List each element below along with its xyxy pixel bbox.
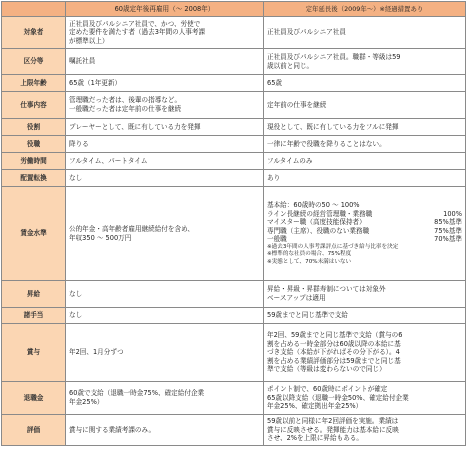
header-row bbox=[2, 2, 466, 17]
wage-line bbox=[267, 235, 462, 244]
table-row bbox=[2, 153, 466, 170]
cell-line: 59歳までと同じ基準で支給 bbox=[267, 311, 348, 320]
after-cell bbox=[264, 17, 466, 49]
row-label: 役割 bbox=[2, 119, 66, 136]
row-label: 区分等 bbox=[2, 49, 66, 75]
wage-line bbox=[267, 218, 462, 227]
row-label: 対象者 bbox=[2, 17, 66, 49]
cell-line: 定年前の仕事を継続 bbox=[267, 100, 327, 109]
cell-line: 65歳以降支給（退職一時金50%、確定給付企業 bbox=[267, 393, 409, 402]
row-label: 労働時間 bbox=[2, 153, 66, 170]
after-cell bbox=[264, 119, 466, 136]
wage-line-text: 一般職 bbox=[267, 235, 287, 244]
cell-line: 昇給・昇級・昇群寿制については対象外 bbox=[267, 285, 386, 294]
cell-line: 降りる bbox=[69, 139, 89, 148]
cell-line: フルタイム、パートタイム bbox=[69, 156, 148, 165]
cell-line: 年2回、59歳までと同じ基準で支給（賞与の6 bbox=[267, 331, 403, 340]
table-row bbox=[2, 281, 466, 308]
after-cell bbox=[264, 187, 466, 281]
cell-line: ※過去3年間の人事考課評点に基づき給与比率を決定 bbox=[267, 243, 399, 250]
cell-line: 60歳で支給（退職一時金75%、確定給付企業 bbox=[69, 389, 205, 398]
after-cell bbox=[264, 281, 466, 308]
header-corner bbox=[2, 2, 66, 17]
cell-line: 現役として、既に有している力をフルに発揮 bbox=[267, 122, 399, 131]
wage-line bbox=[267, 201, 462, 210]
cell-line: 管理職だった者は、後輩の指導など。 bbox=[69, 96, 182, 105]
cell-line: 正社員及びパルシニア社員。職群・等級は59 bbox=[267, 52, 401, 61]
comparison-table bbox=[1, 1, 466, 446]
cell-line: 割を占める一時金部分は60歳以降の本給に基 bbox=[267, 339, 401, 348]
cell-line: 年収350 ～ 500万円 bbox=[69, 233, 132, 242]
row-label: 昇給 bbox=[2, 281, 66, 308]
table-row bbox=[2, 308, 466, 324]
row-label: 諸手当 bbox=[2, 308, 66, 324]
cell-line: プレーヤーとして、既に有している力を発揮 bbox=[69, 122, 201, 131]
header-before: 60歳定年後再雇用（～ 2008年） bbox=[66, 2, 264, 17]
cell-line: 年金25%、確定拠出年金25%） bbox=[267, 402, 363, 411]
after-cell bbox=[264, 308, 466, 324]
before-cell bbox=[66, 75, 264, 92]
before-cell bbox=[66, 415, 264, 446]
table-row bbox=[2, 17, 466, 49]
cell-line: 65歳（1年更新） bbox=[69, 78, 122, 87]
row-label: 配置転換 bbox=[2, 170, 66, 187]
before-cell bbox=[66, 382, 264, 415]
cell-line: 正社員及びパルシニア社員 bbox=[267, 28, 346, 37]
before-cell bbox=[66, 170, 264, 187]
before-cell bbox=[66, 92, 264, 119]
cell-line: ベースアップは適用 bbox=[267, 294, 326, 302]
cell-line: なし bbox=[69, 289, 83, 298]
cell-line: なし bbox=[69, 311, 83, 320]
cell-line: 賞与に関する業績考課のみ。 bbox=[69, 425, 156, 434]
table-row bbox=[2, 75, 466, 92]
table-row bbox=[2, 382, 466, 415]
before-cell bbox=[66, 281, 264, 308]
before-cell bbox=[66, 49, 264, 75]
after-cell bbox=[264, 415, 466, 446]
cell-line: 準で支給（等級は変わらないので同じ） bbox=[267, 365, 386, 374]
table-row bbox=[2, 415, 466, 446]
wage-line-text: ライン長継続の経営管理職・業務職 bbox=[267, 209, 373, 218]
cell-line: 割を占める業績評価部分は59歳までと同じ基 bbox=[267, 356, 401, 365]
before-cell bbox=[66, 119, 264, 136]
table-row bbox=[2, 324, 466, 382]
before-cell bbox=[66, 17, 264, 49]
cell-line: フルタイムのみ bbox=[267, 156, 313, 165]
row-label: 役職 bbox=[2, 136, 66, 153]
row-label: 評価 bbox=[2, 415, 66, 446]
wage-line-rate: 100% bbox=[443, 209, 462, 218]
cell-line: 59歳以前と同様に年2回評価を実施。業績は bbox=[267, 417, 399, 426]
table-row bbox=[2, 49, 466, 75]
after-cell bbox=[264, 153, 466, 170]
after-cell bbox=[264, 324, 466, 382]
table-row bbox=[2, 119, 466, 136]
table-row bbox=[2, 136, 466, 153]
cell-line: 65歳 bbox=[267, 78, 282, 87]
cell-line: 正社員及びパルシニア社員で、かつ、労使で bbox=[69, 19, 201, 28]
wage-line-text: マイスター職（高度技能保持者） bbox=[267, 218, 366, 227]
cell-line: が標準以上） bbox=[69, 36, 109, 45]
cell-line: ポイント制で、60歳時にポイントが確定 bbox=[267, 385, 388, 394]
table-row bbox=[2, 92, 466, 119]
after-cell bbox=[264, 75, 466, 92]
cell-line: 公的年金・高年齢者雇用継続給付を含め、 bbox=[69, 224, 195, 233]
cell-line: 歳以前と同じ。 bbox=[267, 61, 314, 70]
cell-line: 一律に年齢で役職を降りることはない。 bbox=[267, 139, 386, 148]
wage-line bbox=[267, 227, 462, 236]
before-cell bbox=[66, 324, 264, 382]
cell-line: 定めた要件を満たす者（過去3年間の人事考課 bbox=[69, 28, 206, 37]
cell-line: あり bbox=[267, 173, 281, 182]
wage-line-rate: 75%基準 bbox=[434, 226, 462, 235]
wage-line-text: 基本給：60歳時の50 ～ 100% bbox=[267, 200, 360, 209]
table-body bbox=[2, 17, 466, 446]
table-row bbox=[2, 187, 466, 281]
before-cell bbox=[66, 308, 264, 324]
after-cell bbox=[264, 49, 466, 75]
after-cell bbox=[264, 382, 466, 415]
cell-line: づき支給（本給が下がればその分下がる）。4 bbox=[267, 348, 400, 357]
wage-line-text: 専門職（主席）、役職のない業務職 bbox=[267, 226, 370, 235]
row-label: 賃金水準 bbox=[2, 187, 66, 281]
wage-line bbox=[267, 210, 462, 219]
cell-line: なし bbox=[69, 173, 83, 182]
wage-line-rate: 85%基準 bbox=[434, 218, 462, 227]
table-row bbox=[2, 170, 466, 187]
cell-line: 賞与に反映させる。発揮能力は基本給に反映 bbox=[267, 425, 399, 434]
row-label: 賞与 bbox=[2, 324, 66, 382]
after-cell bbox=[264, 136, 466, 153]
cell-line: ※標準的な社員の場合、75%程度 bbox=[267, 251, 352, 258]
header-after: 定年延長後（2009年～）※経過措置あり bbox=[264, 2, 466, 17]
cell-line: 年金25%） bbox=[69, 398, 104, 406]
before-cell bbox=[66, 136, 264, 153]
cell-line: 嘱託社員 bbox=[69, 57, 96, 66]
row-label: 退職金 bbox=[2, 382, 66, 415]
before-cell bbox=[66, 153, 264, 170]
cell-line: 一般職だった者は定年前の仕事を継続 bbox=[69, 105, 182, 113]
row-label: 上限年齢 bbox=[2, 75, 66, 92]
before-cell bbox=[66, 187, 264, 281]
after-cell bbox=[264, 170, 466, 187]
row-label: 仕事内容 bbox=[2, 92, 66, 119]
cell-line: ※実態として、70%未満はいない bbox=[267, 258, 352, 265]
wage-line-rate: 70%基準 bbox=[434, 235, 462, 244]
after-cell bbox=[264, 92, 466, 119]
cell-line: 年2回、1月分ずつ bbox=[69, 348, 124, 357]
cell-line: させ、2%を上限に昇給もある。 bbox=[267, 434, 363, 443]
